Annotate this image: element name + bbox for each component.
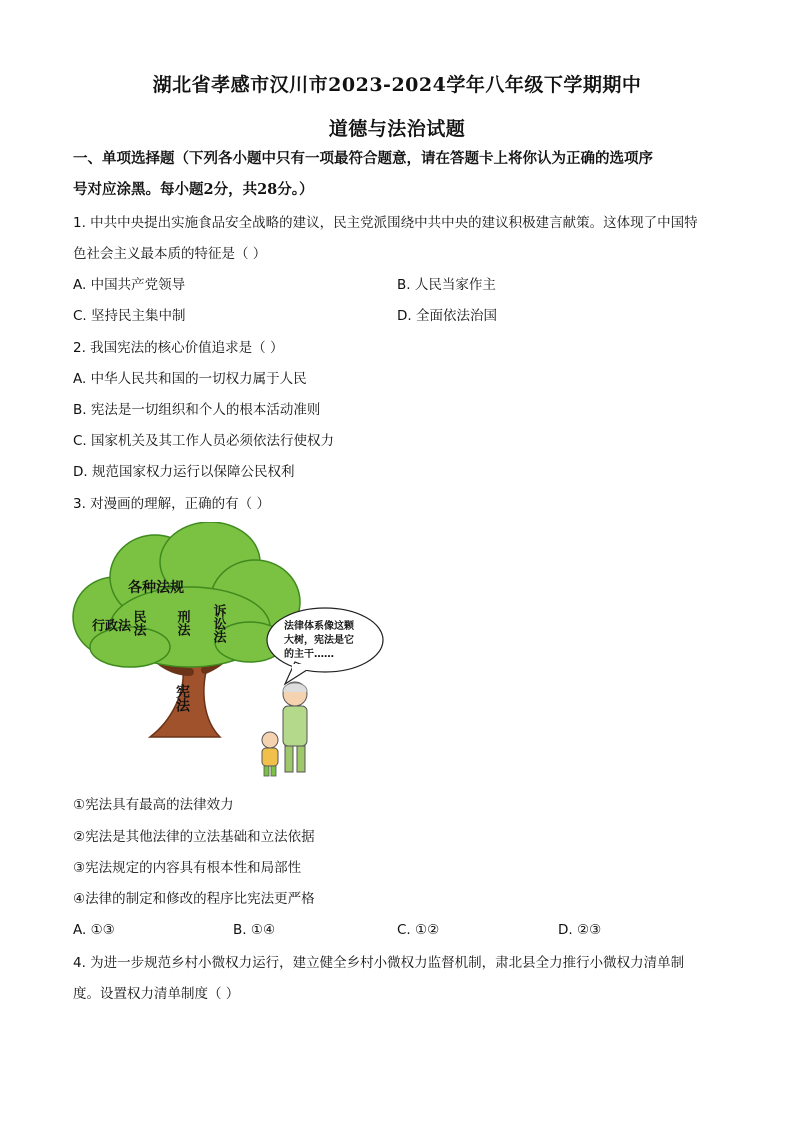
tree-label-administrative-law: 行政法 (92, 619, 132, 634)
tree-label-constitution: 宪法 (174, 684, 190, 712)
legal-tree-comic (70, 522, 390, 782)
bubble-text-line3: 的主干…… (284, 649, 334, 660)
q2-option-c[interactable]: C. 国家机关及其工作人员必须依法行使权力 (73, 433, 335, 449)
q2-option-a[interactable]: A. 中华人民共和国的一切权力属于人民 (73, 371, 307, 387)
section-instruction-line1: 一、单项选择题（下列各小题中只有一项最符合题意，请在答题卡上将你认为正确的选项序 (73, 150, 653, 167)
q3-option-a[interactable]: A. ①③ (73, 922, 115, 938)
q3-stem: 3. 对漫画的理解，正确的有（ ） (73, 496, 270, 512)
q1-option-b[interactable]: B. 人民当家作主 (397, 277, 496, 293)
section-instruction-line2: 号对应涂黑。每小题2分，共28分。） (73, 181, 314, 198)
tree-label-criminal-law: 刑法 (174, 610, 190, 636)
q1-stem-line1: 1. 中共中央提出实施食品安全战略的建议，民主党派围绕中共中央的建议积极建言献策。这体现了中国特 (73, 215, 698, 231)
q4-stem-line1: 4. 为进一步规范乡村小微权力运行，建立健全乡村小微权力监督机制，肃北县全力推行小微权力清单制 (73, 955, 685, 971)
q1-stem-line2: 色社会主义最本质的特征是（ ） (73, 246, 267, 262)
q1-option-c[interactable]: C. 坚持民主集中制 (73, 308, 186, 324)
exam-subtitle: 道德与法治试题 (328, 118, 466, 140)
bubble-text-line2: 大树，宪法是它 (284, 635, 354, 646)
q2-option-b[interactable]: B. 宪法是一切组织和个人的根本活动准则 (73, 402, 321, 418)
q3-statement-1: ①宪法具有最高的法律效力 (73, 797, 234, 813)
q3-option-d[interactable]: D. ②③ (558, 922, 602, 938)
q3-option-b[interactable]: B. ①④ (233, 922, 276, 938)
grandpa-figure (283, 682, 307, 772)
speech-bubble (267, 608, 383, 684)
q2-option-d[interactable]: D. 规范国家权力运行以保障公民权利 (73, 464, 295, 480)
tree-label-all-regulations: 各种法规 (128, 580, 184, 596)
q3-statement-4: ④法律的制定和修改的程序比宪法更严格 (73, 891, 315, 907)
q1-option-d[interactable]: D. 全面依法治国 (397, 308, 497, 324)
q3-statement-2: ②宪法是其他法律的立法基础和立法依据 (73, 829, 315, 845)
child-figure (262, 732, 278, 776)
q3-statement-3: ③宪法规定的内容具有根本性和局部性 (73, 860, 302, 876)
q2-stem: 2. 我国宪法的核心价值追求是（ ） (73, 340, 284, 356)
q4-stem-line2: 度。设置权力清单制度（ ） (73, 986, 240, 1002)
exam-title: 湖北省孝感市汉川市2023-2024学年八年级下学期期中 (152, 74, 642, 96)
tree-label-procedure-law: 诉讼法 (210, 604, 226, 643)
bubble-text-line1: 法律体系像这颗 (284, 621, 354, 632)
tree-label-civil-law: 民法 (130, 610, 146, 636)
q1-option-a[interactable]: A. 中国共产党领导 (73, 277, 186, 293)
q3-option-c[interactable]: C. ①② (397, 922, 440, 938)
tree-crown (73, 522, 300, 667)
